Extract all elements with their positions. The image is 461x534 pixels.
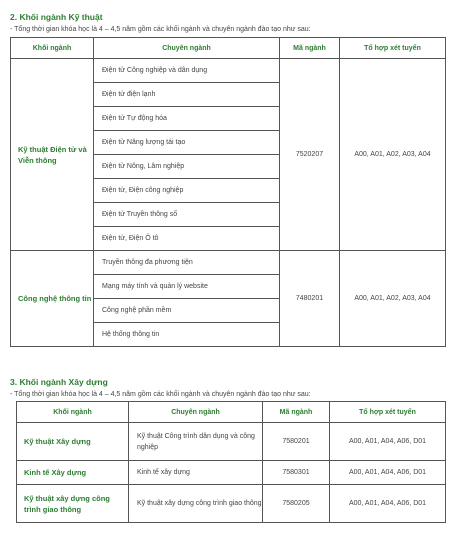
- spec-cell: Công nghệ phần mềm: [94, 299, 280, 323]
- spec-cell: Điện tử Công nghiệp và dân dụng: [94, 59, 280, 83]
- spec-cell: Truyền thông đa phương tiện: [94, 251, 280, 275]
- spec-cell: Điện tử, Điện Ô tô: [94, 227, 280, 251]
- spec-cell: Điện tử, Điện công nghiệp: [94, 179, 280, 203]
- table-row: [11, 59, 446, 83]
- table-header-row: [17, 402, 446, 423]
- section2-note: - Tổng thời gian khóa học là 4 – 4,5 năm gồm các khối ngành và chuyên ngành đào tạo như sau:: [10, 26, 311, 33]
- col-header-combo: Tổ hợp xét tuyển: [340, 38, 446, 59]
- table-header-row: [11, 38, 446, 59]
- spec-cell: Mạng máy tính và quản lý website: [94, 275, 280, 299]
- section2-title: 2. Khối ngành Kỹ thuật: [10, 12, 103, 22]
- code-cell: 7520207: [280, 59, 340, 251]
- engineering-table: [10, 37, 446, 347]
- spec-cell: Kinh tế xây dựng: [129, 461, 263, 485]
- table-row: [17, 461, 446, 485]
- spec-cell: Hệ thống thông tin: [94, 323, 280, 347]
- code-cell: 7580205: [263, 485, 330, 523]
- combo-cell: A00, A01, A04, A06, D01: [330, 485, 446, 523]
- section3-note: - Tổng thời gian khóa học là 4 – 4,5 năm gồm các khối ngành và chuyên ngành đào tạo như sau:: [10, 391, 311, 398]
- construction-table: [16, 401, 446, 523]
- col-header-group: Khối ngành: [17, 402, 129, 423]
- table-row: [11, 251, 446, 275]
- table-row: [17, 485, 446, 523]
- combo-cell: A00, A01, A04, A06, D01: [330, 461, 446, 485]
- col-header-group: Khối ngành: [11, 38, 94, 59]
- spec-cell: Điện tử Năng lượng tái tạo: [94, 131, 280, 155]
- table-row: [17, 423, 446, 461]
- spec-cell: Kỹ thuật Công trình dân dụng và công nghiệp: [129, 423, 263, 461]
- combo-cell: A00, A01, A04, A06, D01: [330, 423, 446, 461]
- spec-cell: Điện tử điện lạnh: [94, 83, 280, 107]
- group-name: Công nghệ thông tin: [11, 251, 94, 347]
- group-name: Kỹ thuật Xây dựng: [17, 423, 129, 461]
- spec-cell: Điện tử Truyền thông số: [94, 203, 280, 227]
- group-name: Kỹ thuật Điện tử và Viễn thông: [11, 59, 94, 251]
- code-cell: 7580201: [263, 423, 330, 461]
- col-header-combo: Tổ hợp xét tuyển: [330, 402, 446, 423]
- section3-title: 3. Khối ngành Xây dựng: [10, 377, 108, 387]
- col-header-code: Mã ngành: [280, 38, 340, 59]
- code-cell: 7480201: [280, 251, 340, 347]
- spec-cell: Điện tử Tự động hóa: [94, 107, 280, 131]
- code-cell: 7580301: [263, 461, 330, 485]
- spec-cell: Kỹ thuật xây dựng công trình giao thông: [129, 485, 263, 523]
- spec-cell: Điện tử Nông, Lâm nghiệp: [94, 155, 280, 179]
- col-header-spec: Chuyên ngành: [129, 402, 263, 423]
- combo-cell: A00, A01, A02, A03, A04: [340, 59, 446, 251]
- col-header-code: Mã ngành: [263, 402, 330, 423]
- group-name: Kinh tế Xây dựng: [17, 461, 129, 485]
- col-header-spec: Chuyên ngành: [94, 38, 280, 59]
- combo-cell: A00, A01, A02, A03, A04: [340, 251, 446, 347]
- group-name: Kỹ thuật xây dựng công trình giao thông: [17, 485, 129, 523]
